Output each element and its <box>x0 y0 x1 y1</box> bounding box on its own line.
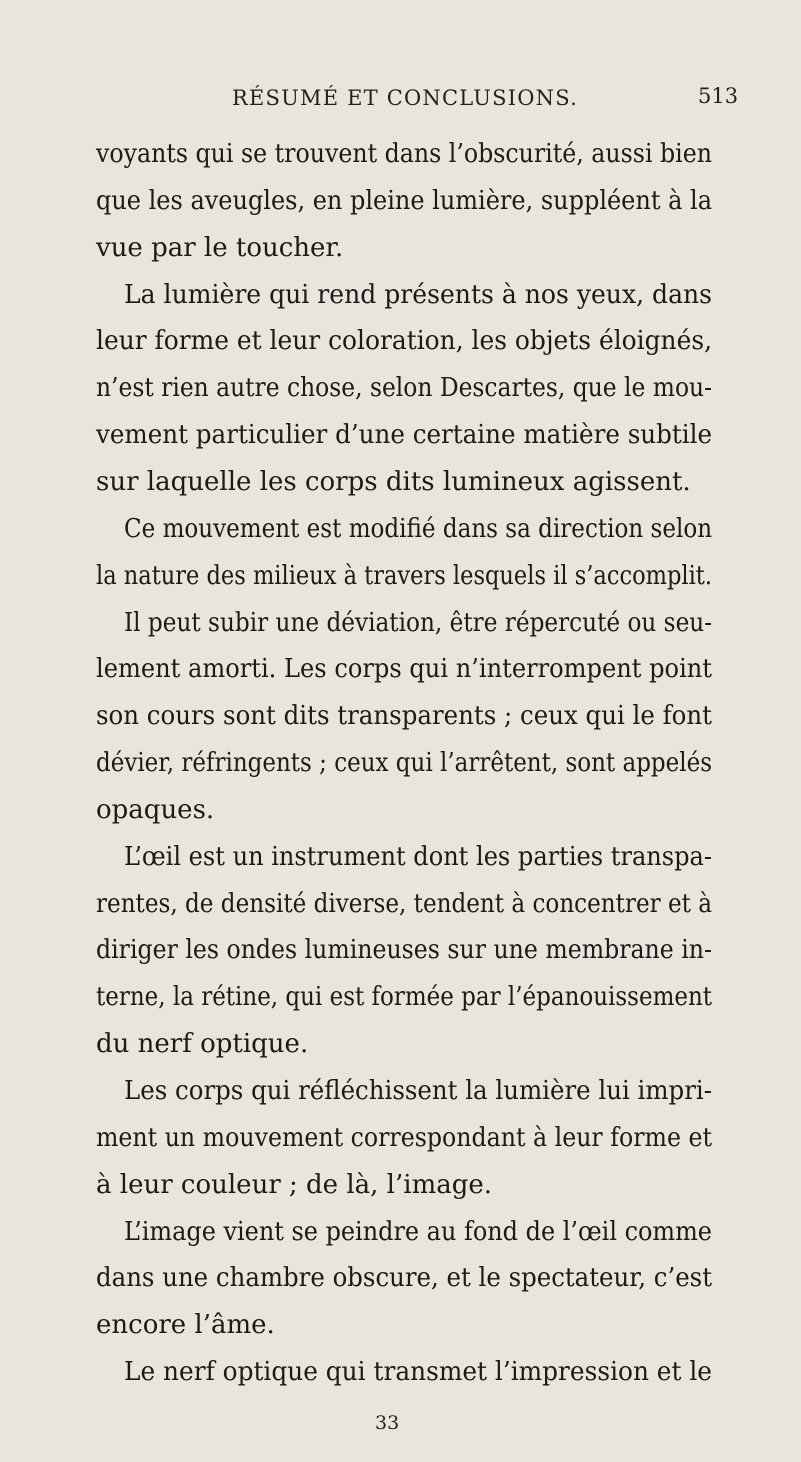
text-line: n’est rien autre chose, selon Descartes, que le mou- <box>96 373 713 403</box>
text-line: vue par le toucher. <box>96 233 344 263</box>
page-number: 513 <box>698 84 739 108</box>
text-line: ment un mouvement correspondant à leur forme et <box>96 1123 713 1153</box>
text-line: opaques. <box>96 795 215 825</box>
text-line: Les corps qui réfléchissent la lumière lui impri- <box>124 1076 712 1106</box>
text-line: lement amorti. Les corps qui n’interrompent point <box>96 654 712 684</box>
text-line: La lumière qui rend présents à nos yeux, dans <box>124 280 713 310</box>
text-line: dans une chambre obscure, et le spectateur, c’est <box>96 1263 713 1293</box>
text-line: son cours sont dits transparents ; ceux qui le font <box>96 701 712 731</box>
text-line: L’œil est un instrument dont les parties transpa- <box>124 842 713 872</box>
text-line: Ce mouvement est modifié dans sa direction selon <box>124 514 713 544</box>
running-head: RÉSUMÉ ET CONCLUSIONS. <box>232 86 578 110</box>
signature-mark: 33 <box>375 1412 400 1434</box>
text-line: Le nerf optique qui transmet l’impression et le <box>124 1357 712 1387</box>
text-line: Il peut subir une déviation, être répercuté ou seu- <box>124 608 713 638</box>
text-line: la nature des milieux à travers lesquels il s’accomplit. <box>96 561 713 591</box>
text-line: diriger les ondes lumineuses sur une membrane in- <box>96 935 712 965</box>
text-line: dévier, réfringents ; ceux qui l’arrêtent, sont appelés <box>96 748 713 778</box>
text-line: sur laquelle les corps dits lumineux agissent. <box>96 467 691 497</box>
text-line: terne, la rétine, qui est formée par l’épanouissement <box>96 982 713 1012</box>
text-line: encore l’âme. <box>96 1310 275 1340</box>
text-line: leur forme et leur coloration, les objets éloignés, <box>96 326 713 356</box>
text-line: du nerf optique. <box>96 1029 309 1059</box>
text-line: rentes, de densité diverse, tendent à concentrer et à <box>96 889 713 919</box>
text-line: vement particulier d’une certaine matière subtile <box>96 420 713 450</box>
text-line: L’image vient se peindre au fond de l’œil comme <box>124 1217 712 1247</box>
text-line: que les aveugles, en pleine lumière, suppléent à la <box>96 186 713 216</box>
text-line: à leur couleur ; de là, l’image. <box>96 1170 493 1200</box>
text-line: voyants qui se trouvent dans l’obscurité, aussi bien <box>96 139 712 169</box>
